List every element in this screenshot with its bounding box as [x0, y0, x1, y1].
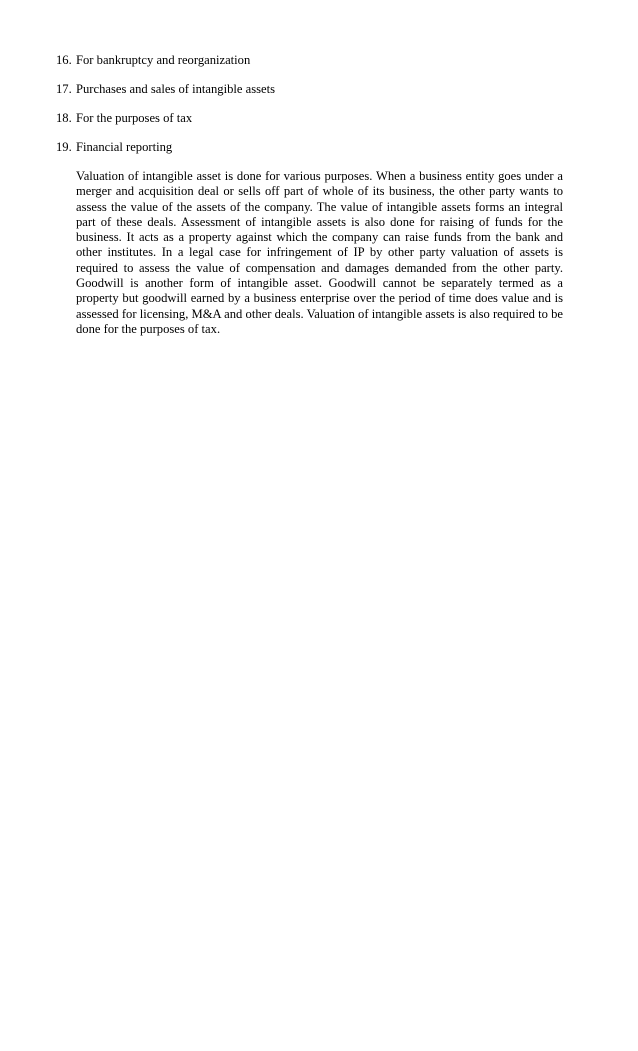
numbered-list — [56, 53, 576, 169]
list-item-number: 18. — [56, 111, 72, 125]
list-item-number: 16. — [56, 53, 72, 67]
list-item-number: 17. — [56, 82, 72, 96]
list-item-number: 19. — [56, 140, 72, 154]
list-item — [56, 82, 576, 97]
list-item-text: Purchases and sales of intangible assets — [76, 82, 276, 96]
list-item — [56, 111, 576, 126]
list-item-text: For the purposes of tax — [76, 111, 193, 125]
list-item — [56, 140, 576, 155]
list-item-text: Financial reporting — [76, 140, 173, 154]
body-paragraph: Valuation of intangible asset is done for various purposes. When a business entity goes under a merger and acquisition deal or sells off part of whole of its business, the other party wants to assess the value of the assets of the company. The value of intangible assets forms an integral part of these deals. Assessment of intangible assets is also done for raising of funds for the business. It acts as a property against which the company can raise funds from the bank and other institutes. In a legal case for infringement of IP by other party valuation of assets is required to assess the value of compensation and damages demanded from the other party. Goodwill is another form of intangible asset. Goodwill cannot be separately termed as a property but goodwill earned by a business enterprise over the period of time does value and is assessed for licensing, M&A and other deals. Valuation of intangible assets is also required to be done for the purposes of tax. — [76, 169, 563, 336]
list-item-text: For bankruptcy and reorganization — [76, 53, 251, 67]
list-item — [56, 53, 576, 68]
